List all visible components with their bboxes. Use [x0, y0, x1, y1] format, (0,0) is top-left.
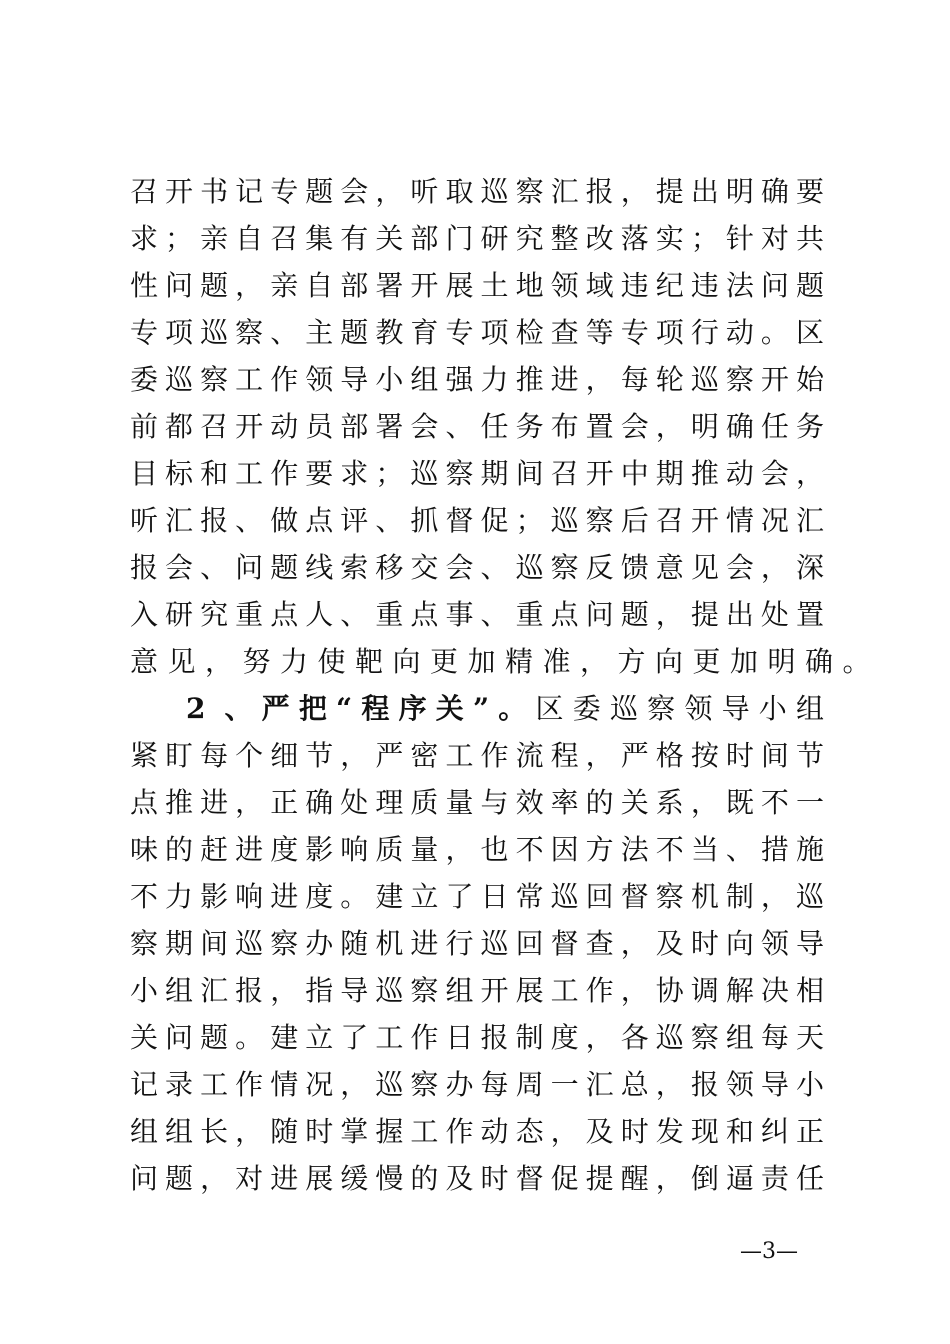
- text-line: 意见，努力使靶向更加精准，方向更加明确。: [130, 645, 881, 678]
- text-line: 召开书记专题会，听取巡察汇报，提出明确要: [130, 175, 824, 208]
- text-line: 不力影响进度。建立了日常巡回督察机制，巡: [130, 880, 824, 913]
- text-line: 求；亲自召集有关部门研究整改落实；针对共: [130, 222, 824, 255]
- text-line: 问题，对进展缓慢的及时督促提醒，倒逼责任: [130, 1162, 824, 1195]
- heading-line-rest: 区委巡察领导小组: [535, 692, 824, 725]
- text-line: 听汇报、做点评、抓督促；巡察后召开情况汇: [130, 504, 824, 537]
- text-line: 点推进，正确处理质量与效率的关系，既不一: [130, 786, 824, 819]
- text-line: 组组长，随时掌握工作动态，及时发现和纠正: [130, 1115, 824, 1148]
- text-line: 入研究重点人、重点事、重点问题，提出处置: [130, 598, 824, 631]
- section-heading: 2 、严把“程序关”。: [186, 692, 536, 725]
- text-line: 察期间巡察办随机进行巡回督查，及时向领导: [130, 927, 824, 960]
- text-line: 关问题。建立了工作日报制度，各巡察组每天: [130, 1021, 824, 1054]
- text-line: 性问题，亲自部署开展土地领域违纪违法问题: [130, 269, 824, 302]
- text-line: 委巡察工作领导小组强力推进，每轮巡察开始: [130, 363, 824, 396]
- text-line: 味的赶进度影响质量，也不因方法不当、措施: [130, 833, 824, 866]
- text-line: 报会、问题线索移交会、巡察反馈意见会，深: [130, 551, 824, 584]
- text-line: 记录工作情况，巡察办每周一汇总，报领导小: [130, 1068, 824, 1101]
- text-line: 目标和工作要求；巡察期间召开中期推动会，: [130, 457, 824, 490]
- page-number: —3—: [740, 1239, 798, 1264]
- text-line: 专项巡察、主题教育专项检查等专项行动。区: [130, 316, 824, 349]
- section-heading-line: [186, 689, 824, 729]
- text-line: 小组汇报，指导巡察组开展工作，协调解决相: [130, 974, 824, 1007]
- text-line: 前都召开动员部署会、任务布置会，明确任务: [130, 410, 824, 443]
- text-line: 紧盯每个细节，严密工作流程，严格按时间节: [130, 739, 824, 772]
